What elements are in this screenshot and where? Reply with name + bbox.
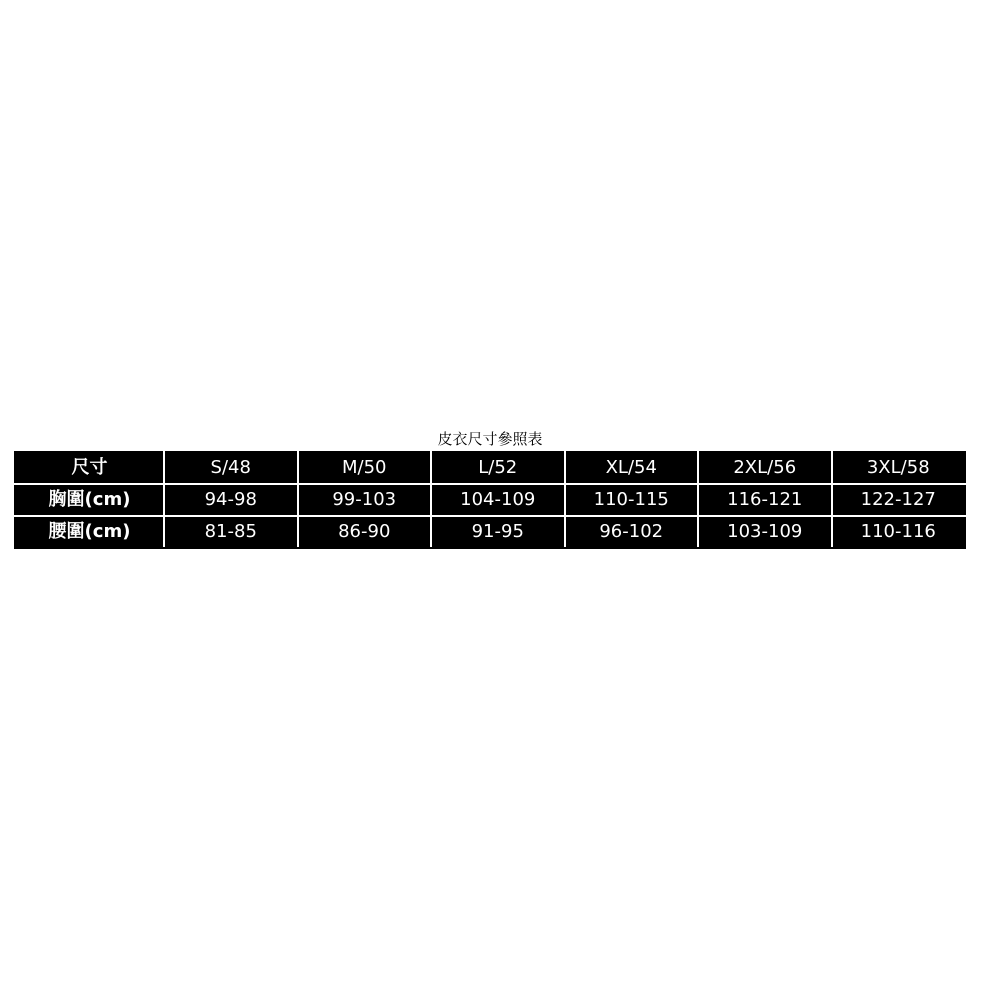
table-row: [15, 452, 965, 484]
size-chart-table: [14, 451, 966, 549]
table-cell: L/52: [431, 452, 565, 484]
chart-title: 皮衣尺寸參照表: [437, 430, 543, 448]
table-cell: 110-116: [832, 516, 966, 548]
table-cell: S/48: [164, 452, 298, 484]
table-cell: XL/54: [565, 452, 699, 484]
table-cell: 96-102: [565, 516, 699, 548]
row-header-size: 尺寸: [15, 452, 164, 484]
table-cell: 91-95: [431, 516, 565, 548]
table-cell: M/50: [298, 452, 432, 484]
table-cell: 2XL/56: [698, 452, 832, 484]
row-header-chest: 胸圍(cm): [15, 484, 164, 516]
table-cell: 104-109: [431, 484, 565, 516]
table-cell: 86-90: [298, 516, 432, 548]
table-cell: 116-121: [698, 484, 832, 516]
table-row: [15, 516, 965, 548]
table-row: [15, 484, 965, 516]
table-cell: 3XL/58: [832, 452, 966, 484]
size-chart-block: [14, 430, 966, 549]
table-cell: 110-115: [565, 484, 699, 516]
table-cell: 99-103: [298, 484, 432, 516]
table-cell: 94-98: [164, 484, 298, 516]
row-header-waist: 腰圍(cm): [15, 516, 164, 548]
table-cell: 122-127: [832, 484, 966, 516]
table-cell: 81-85: [164, 516, 298, 548]
table-cell: 103-109: [698, 516, 832, 548]
